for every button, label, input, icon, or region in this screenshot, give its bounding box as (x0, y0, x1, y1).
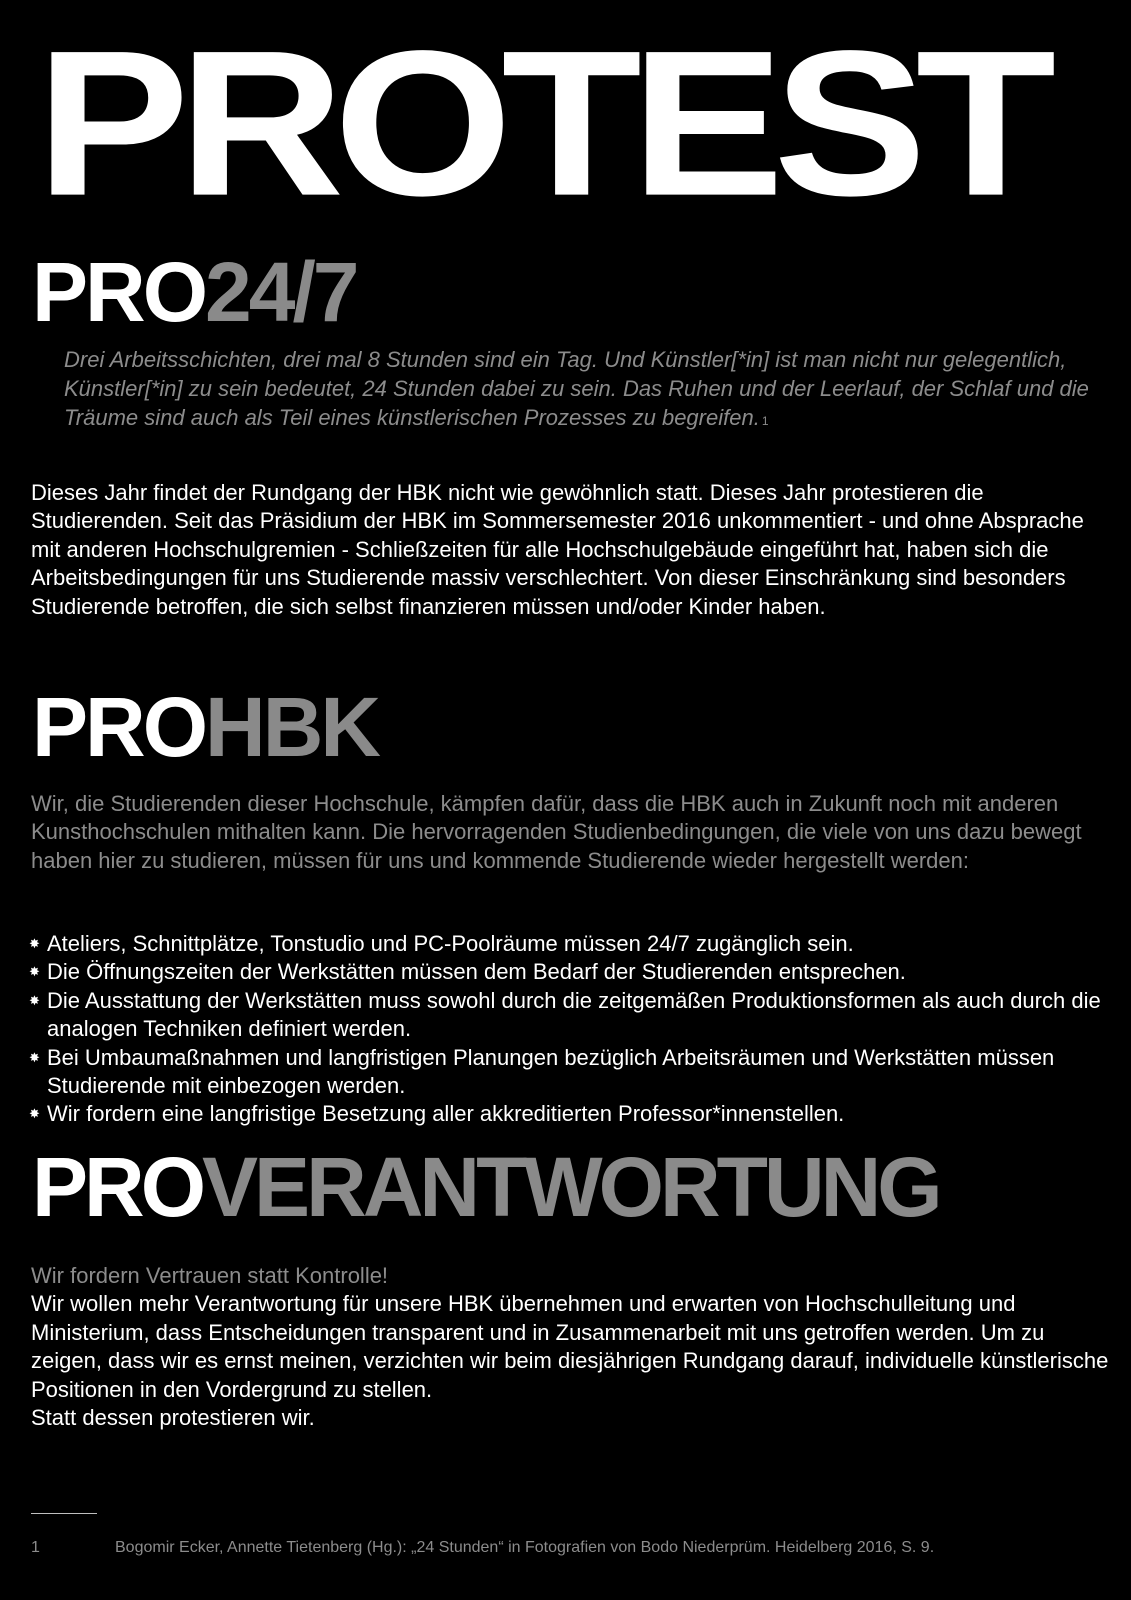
heading-pro-verantwortung (32, 1140, 939, 1234)
bullet-star-icon: ✸ (29, 964, 40, 980)
demand-text: Die Öffnungszeiten der Werkstätten müssen dem Bedarf der Studierenden entsprechen. (47, 959, 906, 985)
demand-text: Wir fordern eine langfristige Besetzung aller akkreditierten Professor*innenstellen. (47, 1101, 845, 1127)
heading-pro-prefix: PRO (32, 1140, 203, 1234)
demand-text: Ateliers, Schnittplätze, Tonstudio und PC-Poolräume müssen 24/7 zugänglich sein. (47, 931, 854, 956)
heading-pro-hbk (32, 680, 379, 774)
demand-text: Bei Umbaumaßnahmen und langfristigen Planungen bezüglich Arbeitsräumen und Werkstätten müssen Studierende mit einbezogen werden. (47, 1044, 1055, 1099)
verantwortung-closing: Statt dessen protestieren wir. (31, 1405, 315, 1431)
heading-verantwortung-suffix: VERANTWORTUNG (202, 1140, 939, 1234)
footnote-divider (31, 1513, 97, 1514)
hbk-paragraph: Wir, die Studierenden dieser Hochschule, kämpfen dafür, dass die HBK auch in Zukunft noch mit anderen Kunsthochschulen mithalten kann. Die hervorragenden Studienbedingungen, die viele von uns dazu bewegt haben hier zu studieren, müssen für uns und kommende Studierende wieder hergestellt werden: (31, 791, 1082, 873)
heading-pro-prefix: PRO (32, 245, 206, 339)
list-item (29, 958, 1109, 986)
intro-paragraph: Dieses Jahr findet der Rundgang der HBK nicht wie gewöhnlich statt. Dieses Jahr protestieren die Studierenden. Seit das Präsidium der HBK im Sommersemester 2016 unkommentiert - und ohne Absprache mit anderen Hochschulgremien - Schließzeiten für alle Hochschulgebäude eingeführt hat, haben sich die Arbeitsbedingungen für uns Studierende massiv verschlechtert. Von dieser Einschränkung sind besonders Studierende betroffen, die sich selbst finanzieren müssen und/oder Kinder haben. (31, 480, 1084, 619)
list-item (29, 1044, 1109, 1101)
bullet-star-icon: ✸ (29, 1106, 40, 1122)
quote-text: Drei Arbeitsschichten, drei mal 8 Stunden sind ein Tag. Und Künstler[*in] ist man nicht nur gelegentlich, Künstler[*in] zu sein bedeutet, 24 Stunden dabei zu sein. Das Ruhen und der Leerlauf, der Schlaf und die Träume sind auch als Teil eines künstlerischen Prozesses zu begreifen. (64, 347, 1089, 430)
heading-pro-24-7 (32, 245, 357, 339)
list-item (29, 930, 1109, 958)
footnote-reference: 1 (761, 414, 769, 428)
heading-pro-prefix: PRO (32, 680, 206, 774)
heading-hbk-suffix: HBK (205, 680, 379, 774)
bullet-star-icon: ✸ (29, 936, 40, 951)
list-item (29, 1100, 1109, 1128)
quote-block (64, 345, 1104, 432)
bullet-star-icon: ✸ (29, 992, 40, 1008)
verantwortung-body: Wir wollen mehr Verantwortung für unsere HBK übernehmen und erwarten von Hochschulleitung und Ministerium, dass Entscheidungen transparent und in Zusammenarbeit mit uns getroffen werden. Um zu zeigen, dass wir es ernst meinen, verzichten wir beim diesjährigen Rundgang darauf, individuelle künstlerische Positionen in den Vordergrund zu stellen. (31, 1291, 1109, 1402)
footnote-number: 1 (31, 1539, 40, 1556)
verantwortung-lead: Wir fordern Vertrauen statt Kontrolle! (31, 1263, 389, 1288)
verantwortung-block (31, 1262, 1111, 1432)
footnote-text: Bogomir Ecker, Annette Tietenberg (Hg.): „24 Stunden“ in Fotografien von Bodo Niederprüm. Heidelberg 2016, S. 9. (115, 1539, 935, 1556)
demands-list (29, 930, 1109, 1129)
demand-text: Die Ausstattung der Werkstätten muss sowohl durch die zeitgemäßen Produktionsformen als auch durch die analogen Techniken definiert werden. (47, 987, 1101, 1042)
heading-24-7-suffix: 24/7 (205, 245, 357, 339)
bullet-star-icon: ✸ (29, 1049, 40, 1065)
list-item (29, 987, 1109, 1044)
poster-title: PROTEST (36, 7, 1046, 239)
